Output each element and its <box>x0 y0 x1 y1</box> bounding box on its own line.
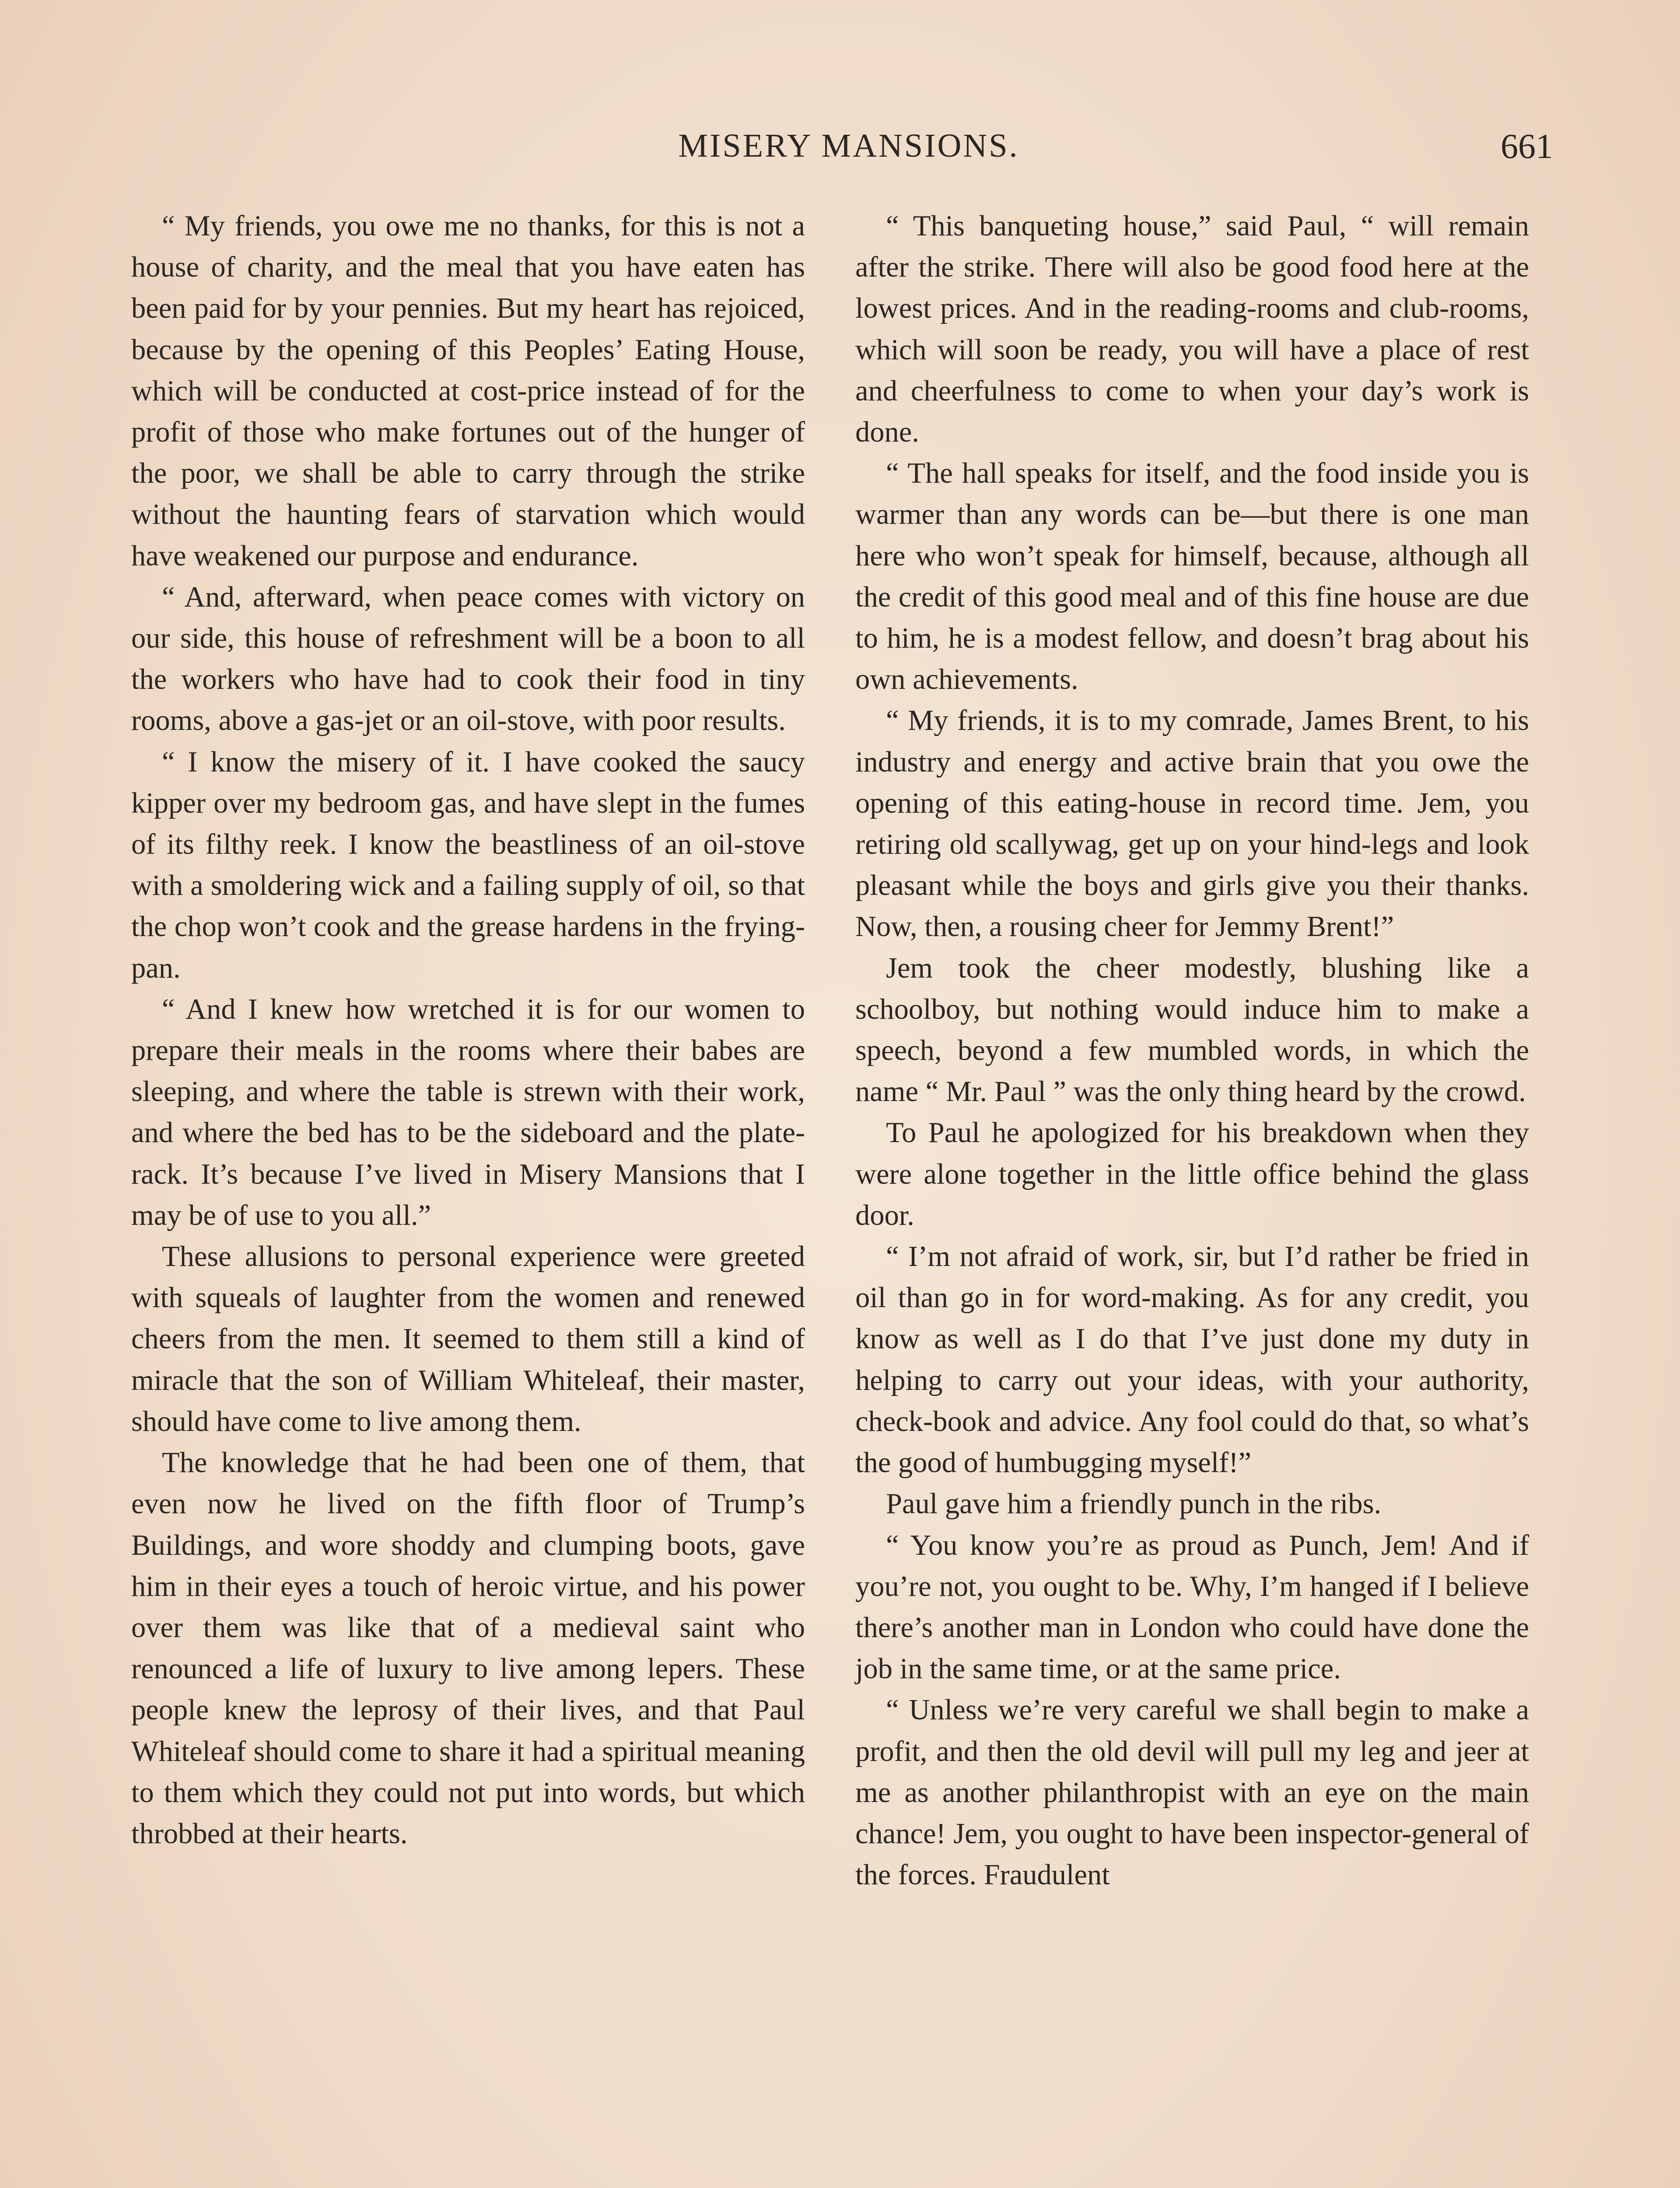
paragraph: “ My friends, you owe me no thanks, for this is not a house of charity, and the meal that you have eaten has been paid for by your pennies. But my heart has rejoiced, because by the opening of this Peoples’ Eating House, which will be conducted at cost-price instead of for the profit of those who make fortunes out of the hunger of the poor, we shall be able to carry through the strike without the haunting fears of starvation which would have weakened our purpose and endurance. <box>131 210 805 572</box>
paragraph: “ I’m not afraid of work, sir, but I’d rather be fried in oil than go in for word-making. As for any credit, you know as well as I do that I’ve just done my duty in helping to carry out your ideas, with your authority, check-book and advice. Any fool could do that, so what’s the good of humbugging myself!” <box>855 1241 1529 1479</box>
paragraph: “ I know the misery of it. I have cooked the saucy kipper over my bedroom gas, and have slept in the fumes of its filthy reek. I know the beastliness of an oil-stove with a smoldering wick and a failing supply of oil, so that the chop won’t cook and the grease hardens in the frying-pan. <box>131 746 805 984</box>
paragraph: “ And, afterward, when peace comes with victory on our side, this house of refreshment will be a boon to all the workers who have had to cook their food in tiny rooms, above a gas-jet or an oil-stove, with poor results. <box>131 581 805 737</box>
paragraph: “ And I knew how wretched it is for our women to prepare their meals in the rooms where their babes are sleeping, and where the table is strewn with their work, and where the bed has to be the sideboard and the plate-rack. It’s because I’ve lived in Misery Mansions that I may be of use to you all.” <box>131 993 805 1231</box>
paragraph: These allusions to personal experience were greeted with squeals of laughter from the women and renewed cheers from the men. It seemed to them still a kind of miracle that the son of William Whiteleaf, their master, should have come to live among them. <box>131 1241 805 1438</box>
paragraph: To Paul he apologized for his breakdown when they were alone together in the little office behind the glass door. <box>855 1117 1529 1231</box>
right-column <box>855 206 1529 1896</box>
running-head: MISERY MANSIONS. <box>678 127 1019 164</box>
page-header <box>144 127 1553 179</box>
paragraph: “ My friends, it is to my comrade, James Brent, to his industry and energy and active brain that you owe the opening of this eating-house in record time. Jem, you retiring old scallywag, get up on your hind-legs and look pleasant while the boys and girls give you their thanks. Now, then, a rousing cheer for Jemmy Brent!” <box>855 705 1529 943</box>
paragraph: “ You know you’re as proud as Punch, Jem! And if you’re not, you ought to be. Why, I’m hanged if I believe there’s another man in London who could have done the job in the same time, or at the same price. <box>855 1529 1529 1685</box>
paragraph: “ Unless we’re very careful we shall begin to make a profit, and then the old devil will pull my leg and jeer at me as another philanthropist with an eye on the main chance! Jem, you ought to have been inspector-general of the forces. Fraudulent <box>855 1694 1529 1891</box>
paragraph: Paul gave him a friendly punch in the ribs. <box>886 1488 1382 1520</box>
paragraph: “ This banqueting house,” said Paul, “ will remain after the strike. There will also be good food here at the lowest prices. And in the reading-rooms and club-rooms, which will soon be ready, you will have a place of rest and cheerfulness to come to when your day’s work is done. <box>855 210 1529 449</box>
left-column <box>131 206 805 1855</box>
page-number: 661 <box>1501 127 1553 166</box>
paragraph: The knowledge that he had been one of them, that even now he lived on the fifth floor of Trump’s Buildings, and wore shoddy and clumping boots, gave him in their eyes a touch of heroic virtue, and his power over them was like that of a medieval saint who renounced a life of luxury to live among lepers. These people knew the leprosy of their lives, and that Paul Whiteleaf should come to share it had a spiritual meaning to them which they could not put into words, but which throbbed at their hearts. <box>131 1447 805 1850</box>
paragraph: Jem took the cheer modestly, blushing like a schoolboy, but nothing would induce him to make a speech, beyond a few mumbled words, in which the name “ Mr. Paul ” was the only thing heard by the crowd. <box>855 952 1529 1108</box>
paragraph: “ The hall speaks for itself, and the food inside you is warmer than any words can be—but there is one man here who won’t speak for himself, because, although all the credit of this good meal and of this fine house are due to him, he is a modest fellow, and doesn’t brag about his own achievements. <box>855 457 1529 696</box>
